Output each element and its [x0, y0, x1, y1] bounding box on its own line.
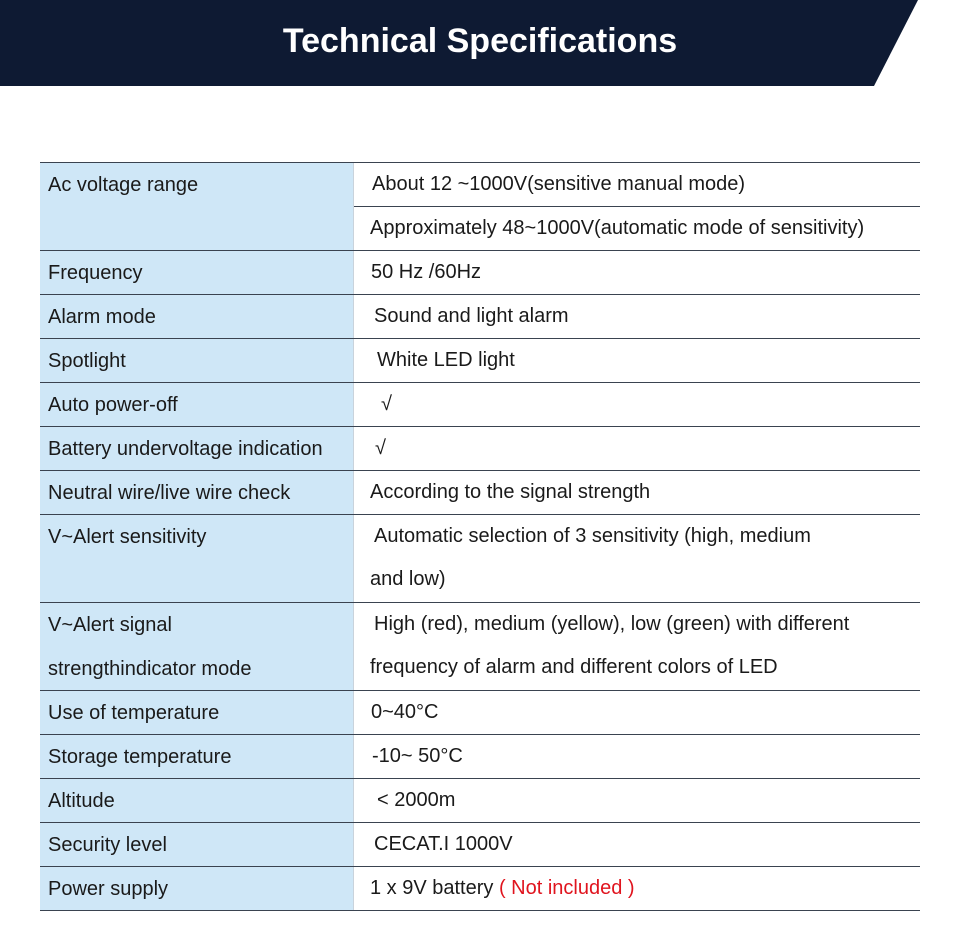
spec-value	[354, 427, 920, 470]
spec-label: Security level	[40, 823, 354, 866]
spec-row-ac-voltage	[40, 163, 920, 251]
spec-row-altitude	[40, 779, 920, 823]
spec-value	[354, 735, 920, 778]
spec-label: Spotlight	[40, 339, 354, 382]
spec-table	[40, 162, 920, 911]
check-mark-icon: √	[375, 437, 386, 459]
spec-label: Ac voltage range	[40, 163, 354, 250]
spec-row-frequency	[40, 251, 920, 295]
spec-value	[354, 339, 920, 382]
spec-value-line: White LED light	[377, 349, 515, 371]
spec-label: V~Alert sensitivity	[40, 515, 354, 602]
spec-value	[354, 383, 920, 426]
spec-label: Storage temperature	[40, 735, 354, 778]
not-included-note: ( Not included )	[498, 877, 635, 899]
spec-row-storage-temperature	[40, 735, 920, 779]
spec-value	[354, 779, 920, 822]
spec-value-line: Sound and light alarm	[374, 305, 569, 327]
spec-label: Use of temperature	[40, 691, 354, 734]
spec-row-alarm-mode	[40, 295, 920, 339]
spec-value-line: Automatic selection of 3 sensitivity (high, medium	[374, 525, 811, 547]
spec-value-line: 50 Hz /60Hz	[371, 261, 482, 283]
spec-value-line: Approximately 48~1000V(automatic mode of sensitivity)	[370, 217, 865, 239]
spec-row-neutral-live-check	[40, 471, 920, 515]
spec-row-use-temperature	[40, 691, 920, 735]
spec-value-line: CECAT.I 1000V	[374, 833, 513, 855]
spec-label: Power supply	[40, 867, 354, 910]
spec-value-line: 0~40°C	[371, 701, 439, 723]
spec-label: Battery undervoltage indication	[40, 427, 354, 470]
spec-label: Alarm mode	[40, 295, 354, 338]
spec-value	[354, 823, 920, 866]
spec-label: V~Alert signal strengthindicator mode	[40, 603, 354, 690]
spec-value	[354, 867, 920, 910]
check-mark-icon: √	[381, 393, 392, 415]
spec-row-alert-sensitivity	[40, 515, 920, 603]
spec-value-line	[354, 867, 920, 910]
spec-value-line: -10~ 50°C	[372, 745, 463, 767]
spec-label: Frequency	[40, 251, 354, 294]
spec-row-security-level	[40, 823, 920, 867]
header-banner	[0, 0, 960, 86]
spec-row-battery-undervoltage	[40, 427, 920, 471]
spec-value	[354, 295, 920, 338]
spec-value-line: and low)	[370, 568, 446, 590]
spec-value-line: < 2000m	[377, 789, 456, 811]
spec-value-line: According to the signal strength	[370, 481, 651, 503]
spec-row-auto-power-off	[40, 383, 920, 427]
spec-value	[354, 603, 920, 690]
power-supply-value: 1 x 9V battery	[370, 877, 499, 899]
spec-label: Altitude	[40, 779, 354, 822]
spec-label: Neutral wire/live wire check	[40, 471, 354, 514]
page-title: Technical Specifications	[282, 22, 678, 60]
spec-value-line: frequency of alarm and different colors of LED	[370, 656, 778, 678]
spec-row-power-supply	[40, 867, 920, 911]
spec-value-line: About 12 ~1000V(sensitive manual mode)	[354, 163, 920, 207]
spec-label: Auto power-off	[40, 383, 354, 426]
spec-value	[354, 163, 920, 250]
spec-value	[354, 251, 920, 294]
spec-value	[354, 691, 920, 734]
spec-row-spotlight	[40, 339, 920, 383]
spec-value	[354, 471, 920, 514]
spec-value-line: High (red), medium (yellow), low (green) with different	[374, 613, 850, 635]
spec-value	[354, 515, 920, 602]
spec-row-alert-signal-indicator	[40, 603, 920, 691]
